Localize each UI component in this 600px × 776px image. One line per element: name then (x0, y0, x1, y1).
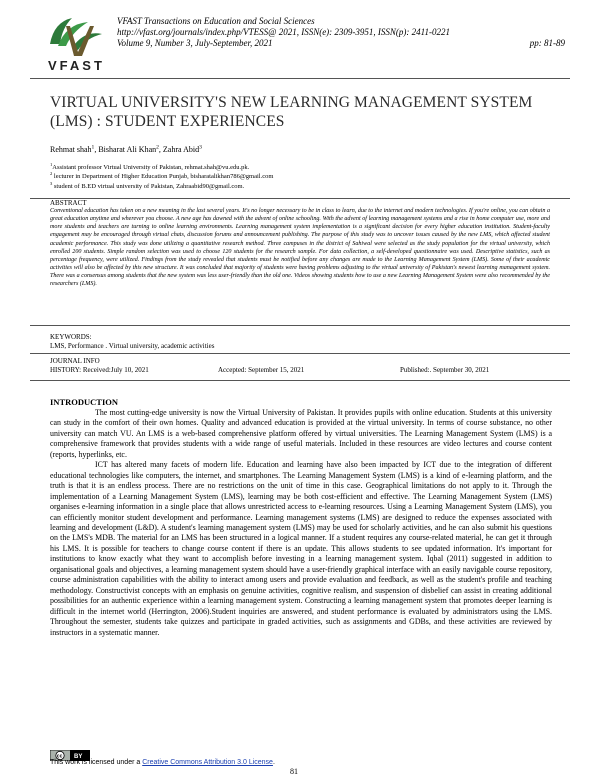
license-suffix: . (272, 759, 275, 766)
journal-info (50, 357, 550, 376)
abstract-text: Conventional education has taken on a new meaning in the last several years. It's no longer necessary to be in class to learn, due to the internet and modern technologies. If you're online, you can obtain a great education anytime and wherever you choose. A new age has dawned with the advent of online schooling. With the advent of learning management systems and a rise in home computer use, more and more students and teachers are turning to online learning environments. Learning management system implementation is a significant decision for every higher education institution. Student-faculty engagement may be encouraged through virtual chats, discussion forums and announcement publishing. The purpose of this study was to uncover issues caused by the new LMS, which affected student academic performance. This study was done utilizing a quantitative research method. Three campuses in the district of Sahiwal were selected as the study population for the virtual university, which enrolled 200 students. Simple random selection was used to choose 120 students for the research sample. For data collection, a self-developed questionnaire was used. Descriptive statistics, such as percentage frequency, were utilized. Findings from the study revealed that students must be notified before any changes are made to the Learning Management System (LMS). Some of their academic activities will also be affected by this new structure. It was concluded that majority of students were having problems adjusting to the virtual university of Pakistan's newest learning management system. There was a consensus among students that the new system was less user-friendly than the old one. Videos showing students how to use a new Learning Management System were also recommended by the researchers (LMS). (50, 208, 550, 288)
author-name: Rehmat shah (50, 145, 92, 154)
history-published: Published:. September 30, 2021 (400, 366, 490, 374)
page-range: pp: 81-89 (529, 38, 565, 48)
section-heading: INTRODUCTION (50, 397, 119, 407)
history-received: HISTORY: Received:July 10, 2021 (50, 366, 149, 374)
journal-header (117, 16, 450, 49)
keywords-block (50, 333, 214, 351)
author-name: Zahra Abid (162, 145, 200, 154)
author-sup: 2 (156, 144, 159, 151)
paragraph: The most cutting-edge university is now the Virtual University of Pakistan. It provides pupils with online education. Students at this university can study in the comfort of their own homes. Quality and advanced education is provided at the virtual university. In terms of course substance, no other university can match VU. An LMS is a web-based comprehensive platform offered by virtual universities. The Learning Management System (LMS) is a comprehensive framework that provides students with a wide range of useful materials. Included in these resources are video lectures and course content (reports, hyperlinks, etc. (50, 408, 552, 459)
license-link[interactable]: Creative Commons Attribution 3.0 License (142, 759, 273, 766)
header-divider (30, 78, 570, 79)
paragraph: ICT has altered many facets of modern life. Education and learning have also been impacted by ICT due to the integration of different educational technologies like computers, the internet, and smartphones. The Learning Management System (LMS) is a kind of e-learning platform, and the truth is that it is an endless process. There are no restrictions on the unit of time in this case. Geographical limitations do not apply to it. Through the implementation of a Learning Management System (LMS), learning may be both cost-efficient and effective. The Learning Management System (LMS) organises e-learning information in a single place that allows unrestricted access to e-learning resources. Using a Learning Management System (LMS), you can efficiently monitor student development and performance. Learning management systems (LMS) are designed to reduce the expenses associated with learning and development (L&D). A student's learning management system (LMS) may be used for scholarly activities, and he can also submit his questions on the LMS's MDB. The material for an LMS has been structured in a logical manner. If a student requires any course-related material, he can get it through his LMS. It is possible for teachers to change course content if there is an update. This allows students to see updated information. It's important for institutions to know exactly what they want to accomplish before investing in a learning management system. Iqbal (2011) suggested in addition to organisational goals and objectives, a learning management system should have a user-friendly graphical interface with an easily navigable course repository, course administration capabilities with the ability to interact among users and provide evaluation and feedback, as well as the student's profile and teaching methodology. Constructivist concepts with an emphasis on genuine activities, cognitive realism, and suspension of disbelief can assist in creating additional possibilities for an authentic experience within a learning management system. Constructing a learning management system that promotes deeper learning is difficult in the internet world (Herrington, 2006).Student inquiries are answered, and student performance is evaluated by administrators using the LMS. Throughout the semester, students take quizzes and participate in graded activities, such as assignments and GDBs, and these activities are reviewed by instructors in a systematic manner. (50, 460, 552, 637)
keywords-divider (30, 353, 570, 354)
affiliation-item: $^2$ lecturer in Department of Higher Education Punjab, bisharatalikhan786@gmail.com (50, 171, 274, 181)
article-title: VIRTUAL UNIVERSITY'S NEW LEARNING MANAGEMENT SYSTEM (LMS) : STUDENT EXPERIENCES (50, 94, 533, 130)
abstract-bottom-divider (30, 325, 570, 326)
journal-name: VFAST Transactions on Education and Social Sciences (117, 16, 315, 26)
affiliation-item: $^1$Assistant professor Virtual University of Pakistan, rehmat.shah@vu.edu.pk. (50, 161, 250, 171)
vfast-logo-graphic (32, 14, 116, 74)
journal-volume: Volume 9, Number 3, July-September, 2021 (117, 38, 273, 48)
author-name: Bisharat Ali Khan (98, 145, 157, 154)
author-sup: 1 (91, 144, 95, 151)
author-list: Rehmat shah$^1$, Bisharat Ali Khan$^2$, Zahra Abid$^3$ (50, 144, 202, 154)
abstract-top-divider (30, 198, 570, 199)
keywords-label: KEYWORDS: (50, 333, 92, 341)
journal-info-label: JOURNAL INFO (50, 357, 100, 365)
license-prefix: This work is licensed under a (50, 759, 143, 766)
svg-text:BY: BY (74, 754, 83, 761)
journal-url-issn: http://vfast.org/journals/index.php/VTESS@ 2021, ISSN(e): 2309-3951, ISSN(p): 2411-0221 (117, 27, 450, 37)
author-sup: 3 (199, 144, 202, 151)
affiliations (50, 163, 273, 191)
svg-text:cc: cc (56, 753, 63, 760)
history-accepted: Accepted: September 15, 2021 (218, 366, 305, 374)
logo-text: VFAST (48, 58, 105, 73)
introduction-body (50, 408, 552, 638)
license-line (50, 759, 275, 766)
affiliation-item: $^3$ student of B.ED virtual university of Pakistan, Zahraabid90@gmail.com. (50, 180, 245, 190)
abstract-label: ABSTRACT (50, 199, 87, 207)
keywords-text: LMS, Performance . Virtual university, academic activities (50, 342, 215, 350)
info-divider (30, 380, 570, 381)
page-number: 81 (290, 767, 298, 776)
journal-logo (32, 14, 116, 74)
